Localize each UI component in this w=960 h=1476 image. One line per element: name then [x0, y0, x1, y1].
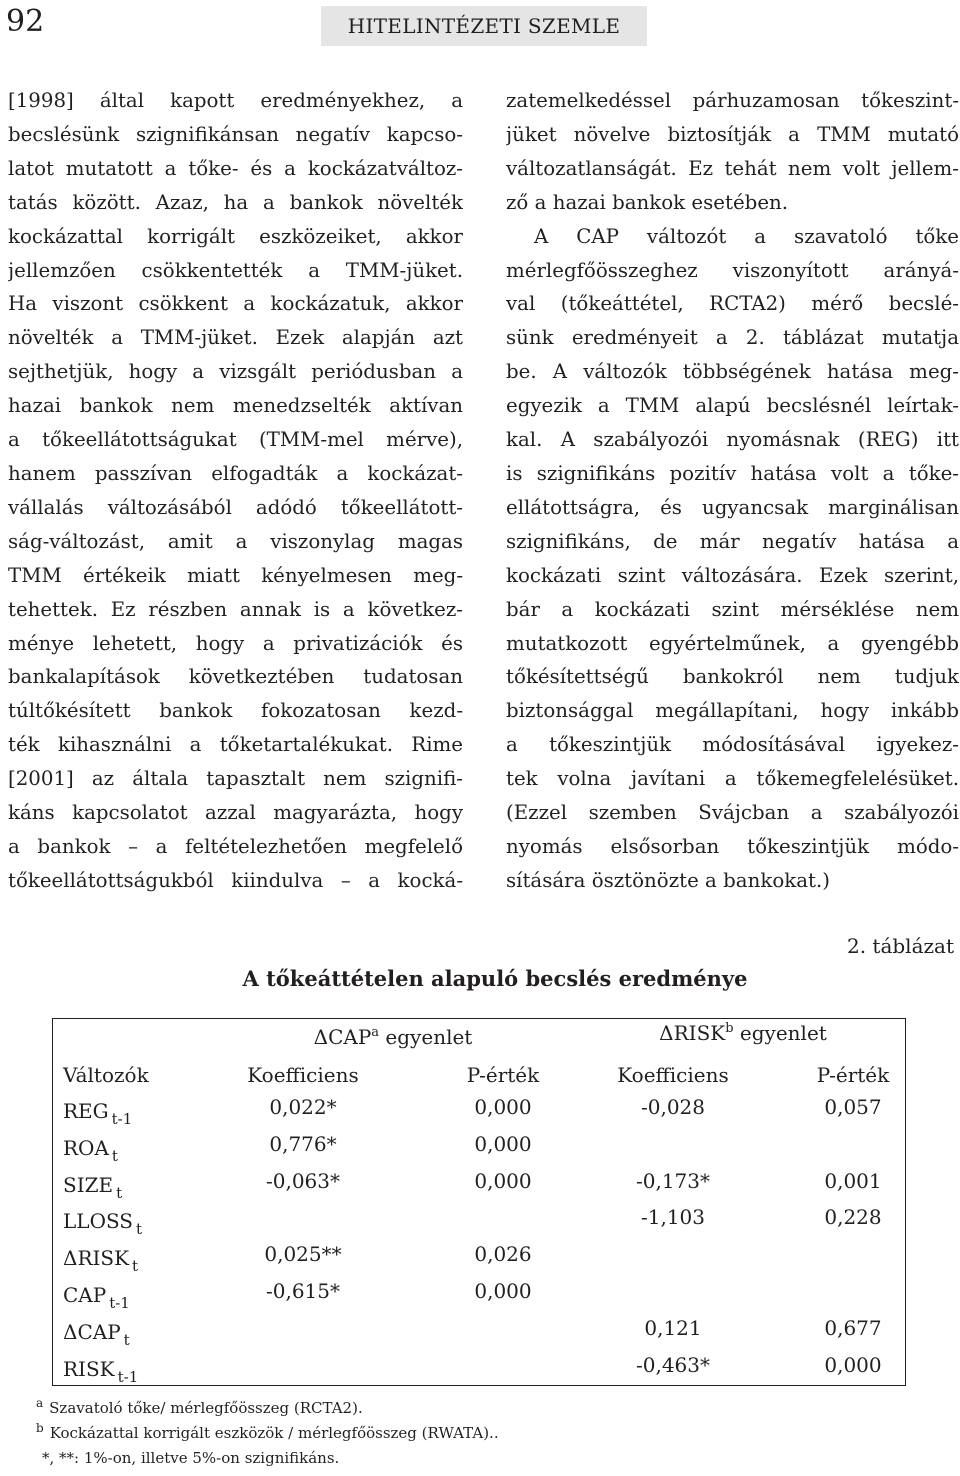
- text-line: káns kapcsolatot azzal magyarázta, hogy: [8, 801, 463, 825]
- text-line: nyomás elsősorban tőkeszintjük módo-: [506, 834, 959, 858]
- variable-subscript: t: [132, 1257, 139, 1276]
- group-header-cap-name: CAP: [328, 1025, 372, 1049]
- col-header-coef-cap: Koefficiens: [247, 1063, 359, 1087]
- text-line: tőkésítettségű bankokról nem tudjuk: [506, 665, 959, 689]
- table-title: A tőkeáttételen alapuló becslés eredménye: [242, 966, 748, 991]
- variable-name: ΔRISK: [63, 1246, 130, 1271]
- results-table: [52, 1018, 906, 1386]
- row-variable: [63, 1283, 130, 1312]
- text-line: bankalapítások következtében tudatosan: [8, 665, 463, 689]
- group-header-risk-name: RISK: [673, 1021, 726, 1045]
- text-line: is szignifikáns pozitív hatása volt a tőke-: [506, 461, 959, 485]
- text-line: mérlegfőösszeghez viszonyított arányá-: [506, 258, 959, 282]
- coef-cap-cell: -0,063*: [265, 1168, 340, 1193]
- variable-name: CAP: [63, 1283, 107, 1307]
- coef-risk-cell: -0,028: [640, 1095, 705, 1119]
- text-line: jellemzően csökkentették a TMM-jüket.: [8, 258, 463, 282]
- text-line: sejthetjük, hogy a vizsgált periódusban a: [8, 360, 463, 384]
- text-line: szignifikáns, de már negatív hatása a: [506, 529, 959, 553]
- col-header-p-risk: P-érték: [816, 1063, 890, 1087]
- text-line: latot mutatott a tőke- és a kockázatváltoz-: [8, 156, 463, 180]
- text-line: változatlanságát. Ez tehát nem volt jellem-: [506, 156, 959, 180]
- text-line: tehettek. Ez részben annak is a következ-: [8, 597, 463, 621]
- variable-name: LLOSS: [63, 1209, 134, 1234]
- variable-subscript: t: [111, 1146, 118, 1165]
- p-risk-cell: 0,057: [824, 1095, 882, 1119]
- coef-risk-cell: -0,173*: [635, 1168, 710, 1193]
- text-line: sünk eredményeit a 2. táblázat mutatja: [506, 326, 959, 350]
- footnote-ref-a: a: [371, 1025, 380, 1040]
- text-line: sítására ösztönözte a bankokat.): [506, 868, 830, 892]
- row-variable: [63, 1246, 139, 1276]
- text-line: val (tőkeáttétel, RCTA2) mérő becslé-: [506, 292, 959, 316]
- row-variable: [63, 1356, 139, 1386]
- text-line: be. A változók többségének hatása meg-: [506, 360, 959, 384]
- table-footnote: [36, 1423, 499, 1444]
- footnote-text: Szavatoló tőke/ mérlegfőösszeg (RCTA2).: [49, 1399, 363, 1417]
- text-line: becslésünk szignifikánsan negatív kapcso-: [8, 122, 463, 146]
- variable-subscript: t-1: [111, 1110, 133, 1128]
- variable-name: REG: [63, 1099, 109, 1123]
- variable-subscript: t: [116, 1183, 123, 1202]
- text-line: ellátottságra, és ugyancsak marginálisan: [506, 495, 959, 519]
- row-variable: [63, 1209, 143, 1239]
- text-line: a tőkeellátottságukat (TMM-mel mérve),: [8, 428, 463, 452]
- text-line: kal. A szabályozói nyomásnak (REG) itt: [506, 428, 959, 452]
- text-line: Ha viszont csökkent a kockázatuk, akkor: [8, 292, 463, 316]
- right-text-column: [506, 84, 959, 898]
- coef-cap-cell: -0,615*: [265, 1279, 340, 1303]
- p-cap-cell: 0,000: [474, 1279, 532, 1303]
- footnote-mark: a: [36, 1396, 44, 1410]
- text-line: a tőkeszintjük módosításával igyekez-: [506, 733, 959, 757]
- footnote-mark: b: [36, 1421, 44, 1435]
- group-header-risk: [593, 1021, 893, 1049]
- text-line: ság-változást, amit a viszonylag magas: [8, 529, 463, 553]
- coef-risk-cell: 0,121: [644, 1315, 702, 1340]
- delta-symbol: Δ: [659, 1021, 674, 1045]
- coef-risk-cell: -1,103: [640, 1205, 705, 1230]
- variable-name: SIZE: [63, 1172, 114, 1197]
- running-head: [321, 6, 647, 46]
- text-line: tek volna javítani a tőkemegfelelésüket.: [506, 767, 959, 791]
- group-header-risk-suffix: egyenlet: [733, 1021, 827, 1045]
- text-line: ték kihasználni a tőketartalékukat. Rime: [8, 733, 463, 757]
- variable-subscript: t-1: [117, 1367, 139, 1386]
- row-variable: [63, 1135, 118, 1165]
- left-text-column: [8, 84, 463, 898]
- text-line: kockázattal korrigált eszközeiket, akkor: [8, 224, 463, 248]
- variable-name: ROA: [63, 1135, 109, 1160]
- text-line: növelték a TMM-jüket. Ezek alapján azt: [8, 326, 463, 350]
- text-line: [2001] az általa tapasztalt nem szignifi-: [8, 767, 463, 791]
- col-header-p-cap: P-érték: [466, 1063, 540, 1087]
- text-line: tatás között. Azaz, ha a bankok növelték: [8, 190, 463, 214]
- footnote-text: Kockázattal korrigált eszközök / mérlegfőösszeg (RWATA)..: [49, 1424, 499, 1442]
- text-line: ző a hazai bankok esetében.: [506, 190, 789, 214]
- row-variable: [63, 1099, 133, 1128]
- coef-cap-cell: 0,022*: [269, 1095, 337, 1119]
- text-line: mutatkozott egyértelműnek, a gyengébb: [506, 631, 959, 655]
- p-cap-cell: 0,000: [474, 1095, 532, 1119]
- p-cap-cell: 0,026: [474, 1242, 532, 1267]
- table-footnote: [36, 1448, 339, 1469]
- footnote-text: *, **: 1%-on, illetve 5%-on szignifikáns.: [42, 1449, 340, 1467]
- p-cap-cell: 0,000: [474, 1131, 532, 1156]
- text-line: bár a kockázati szint mérséklése nem: [506, 597, 959, 621]
- variable-name: RISK: [63, 1356, 115, 1381]
- group-header-cap-suffix: egyenlet: [379, 1025, 473, 1049]
- delta-symbol: Δ: [313, 1025, 329, 1049]
- text-line: ménye lehetett, hogy a privatizációk és: [8, 631, 463, 655]
- col-header-variables: Változók: [63, 1063, 149, 1087]
- text-line: TMM értékeik miatt kényelmesen meg-: [8, 563, 463, 587]
- group-header-cap: [243, 1025, 543, 1053]
- text-line: túltőkésített bankok fokozatosan kezd-: [8, 699, 463, 723]
- p-risk-cell: 0,228: [824, 1205, 882, 1230]
- text-line: [1998] által kapott eredményekhez, a: [8, 89, 463, 112]
- coef-risk-cell: -0,463*: [635, 1352, 710, 1377]
- row-variable: [63, 1319, 130, 1349]
- footnote-ref-b: b: [725, 1021, 734, 1036]
- text-line: kockázati szint változására. Ezek szerint,: [506, 563, 959, 587]
- p-risk-cell: 0,001: [824, 1168, 882, 1193]
- table-footnote: [36, 1398, 363, 1419]
- col-header-coef-risk: Koefficiens: [617, 1063, 729, 1087]
- text-line: hazai bankok nem menedzselték aktívan: [8, 394, 463, 418]
- page-number: 92: [6, 4, 45, 39]
- text-line: jüket növelve biztosítják a TMM mutató: [506, 122, 959, 146]
- text-line: (Ezzel szemben Svájcban a szabályozói: [506, 801, 959, 825]
- text-line: egyezik a TMM alapú becslésnél leírtak-: [506, 394, 959, 418]
- variable-subscript: t: [136, 1220, 143, 1239]
- variable-name: ΔCAP: [63, 1319, 121, 1344]
- variable-subscript: t: [123, 1330, 130, 1349]
- table-label: 2. táblázat: [846, 934, 954, 958]
- p-risk-cell: 0,000: [824, 1352, 882, 1377]
- text-line: tőkeellátottságukból kiindulva – a kocká-: [8, 868, 463, 892]
- variable-subscript: t-1: [109, 1294, 130, 1312]
- text-line: zatemelkedéssel párhuzamosan tőkeszint-: [506, 89, 959, 112]
- p-cap-cell: 0,000: [474, 1168, 532, 1193]
- p-risk-cell: 0,677: [824, 1315, 882, 1340]
- row-variable: [63, 1172, 123, 1202]
- text-line: vállalás változásából adódó tőkeellátott-: [8, 495, 463, 519]
- text-line: hanem passzívan elfogadták a kockázat-: [8, 461, 463, 485]
- text-line: A CAP változót a szavatoló tőke: [534, 224, 959, 248]
- text-line: a bankok – a feltételezhetően megfelelő: [8, 834, 463, 858]
- text-line: biztonsággal megállapítani, hogy inkább: [506, 699, 959, 723]
- journal-title: HITELINTÉZETI SZEMLE: [347, 14, 621, 38]
- coef-cap-cell: 0,025**: [264, 1242, 342, 1267]
- coef-cap-cell: 0,776*: [269, 1131, 337, 1156]
